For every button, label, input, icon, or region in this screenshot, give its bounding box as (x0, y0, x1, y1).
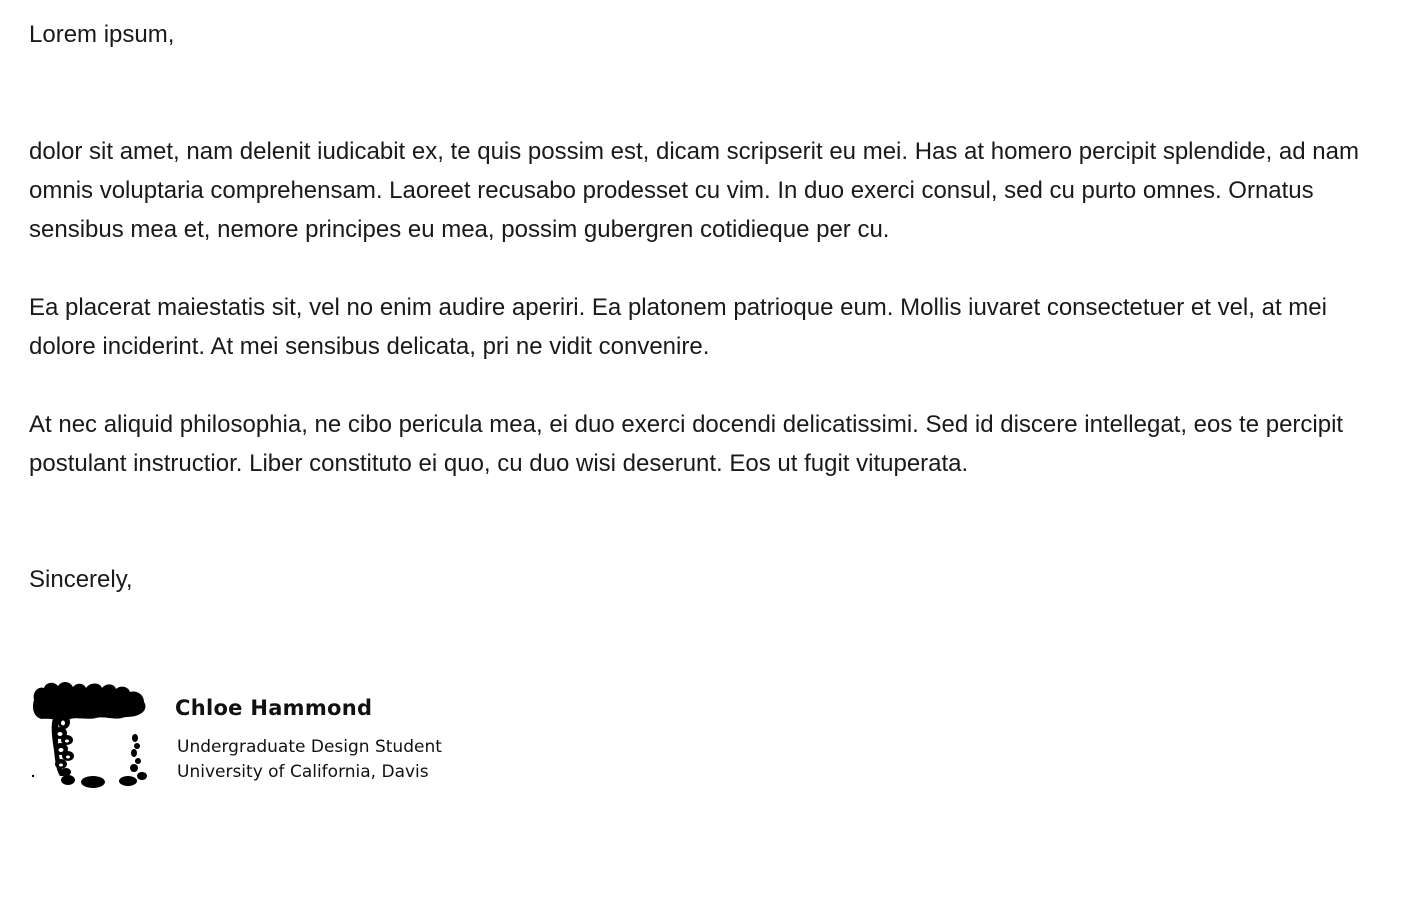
letter-greeting: Lorem ipsum, (29, 21, 175, 48)
letter-paragraph: Ea placerat maiestatis sit, vel no enim audire aperiri. Ea platonem patrioque eum. Mollis iuvaret consectetuer et vel, at mei dolore inciderint. At mei sensibus delicata, pri ne vidit convenire. (29, 294, 1327, 360)
letter-closing: Sincerely, (29, 566, 133, 593)
email-signature (30, 678, 490, 798)
signature-organization: University of California, Davis (177, 762, 429, 782)
letter-paragraph: dolor sit amet, nam delenit iudicabit ex, te quis possim est, dicam scripserit eu mei. Has at homero percipit splendide, ad nam omnis voluptaria comprehensam. Laoreet recusabo prodesset cu vim. In duo exerci consul, sed cu purto omnes. Ornatus sensibus mea et, nemore principes eu mea, possim gubergren cotidieque per cu. (29, 138, 1359, 243)
signature-role: Undergraduate Design Student (177, 737, 442, 757)
signature-name: Chloe Hammond (175, 696, 373, 720)
letter-paragraph: At nec aliquid philosophia, ne cibo pericula mea, ei duo exerci docendi delicatissimi. Sed id discere intellegat, eos te percipit postulant instructior. Liber constituto ei quo, cu duo wisi deserunt. Eos ut fugit vituperata. (29, 411, 1344, 477)
ink-blot-logo-icon (30, 678, 152, 793)
